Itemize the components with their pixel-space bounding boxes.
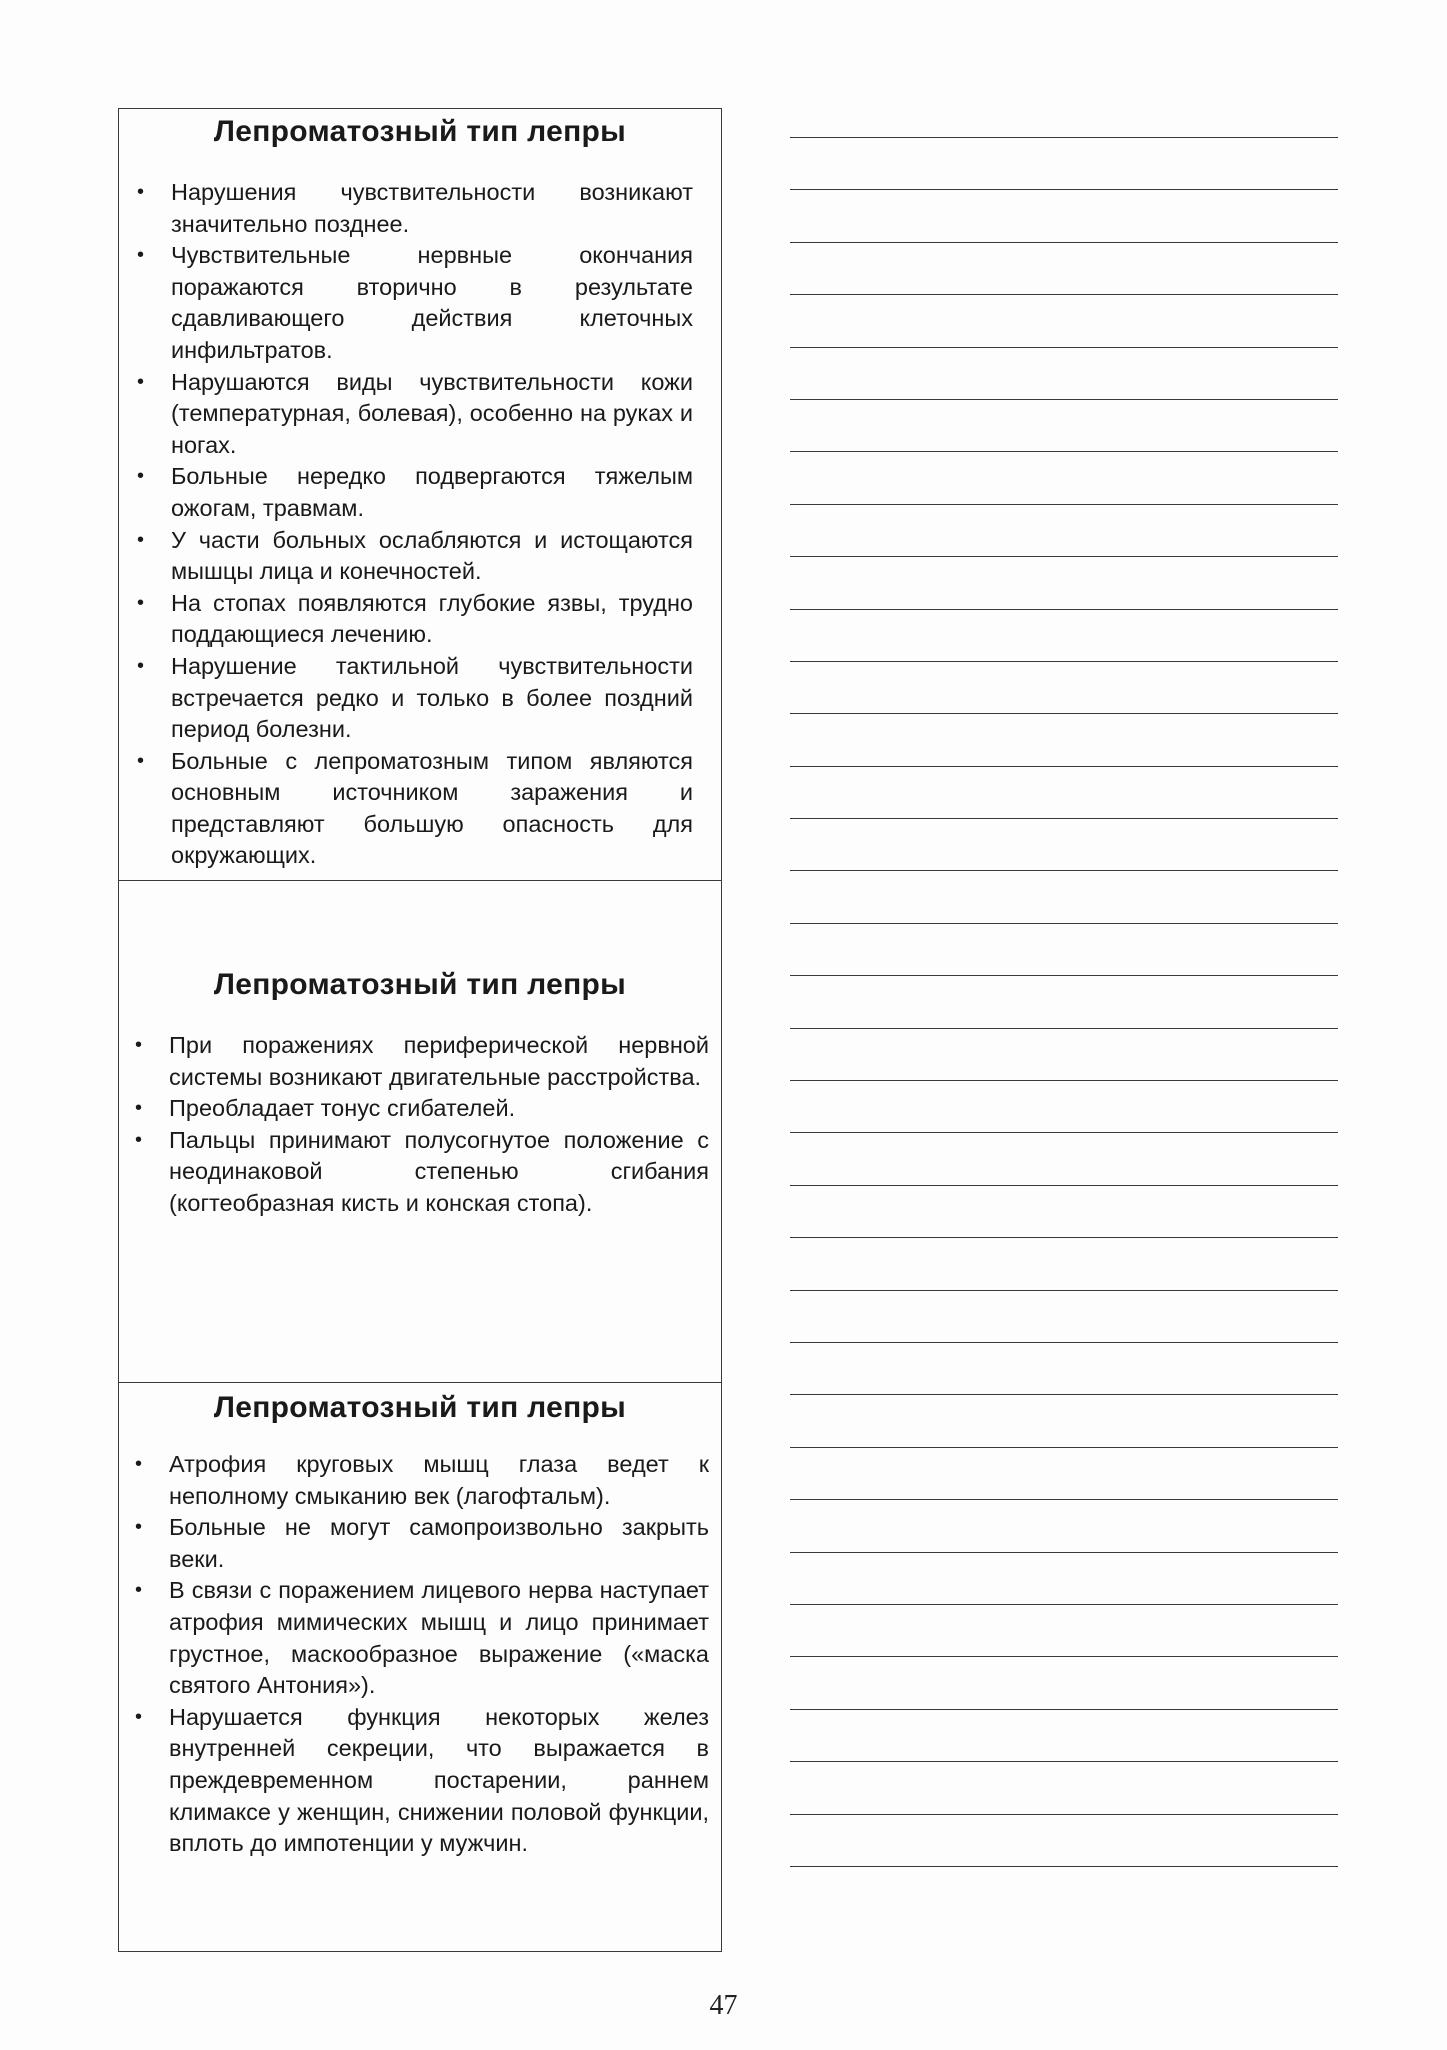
bullet-icon: • [135, 1034, 143, 1056]
note-line [790, 1185, 1338, 1186]
note-line [790, 399, 1338, 400]
list-item: • При поражениях периферической нервной системы возникают двигательные расстройства. [135, 1032, 709, 1090]
list-item: • Атрофия круговых мышц глаза ведет к неполному смыканию век (лагофтальм). [135, 1451, 709, 1509]
list-item: • Нарушается функция некоторых желез внутренней секреции, что выражается в преждевременном постарении, раннем климаксе у женщин, снижении половой функции, вплоть до импотенции у мужчин. [135, 1703, 709, 1857]
bullet-list [119, 1449, 721, 1860]
list-item: • Чувствительные нервные окончания поражаются вторично в результате сдавливающего действия клеточных инфильтратов. [137, 242, 693, 363]
list-item: • Нарушение тактильной чувствительности встречается редко и только в более поздний период болезни. [137, 652, 693, 743]
section-box-3 [118, 1382, 722, 1952]
note-line [790, 1028, 1338, 1029]
bullet-icon: • [137, 465, 145, 488]
bullet-icon: • [137, 370, 145, 393]
note-line [790, 1814, 1338, 1815]
bullet-list [119, 1030, 721, 1220]
list-item: • Преобладает тонус сгибателей. [169, 1093, 709, 1125]
note-line [790, 609, 1338, 610]
list-item: • В связи с поражением лицевого нерва наступает атрофия мимических мышц и лицо принимает грустное, маскообразное выражение («маска святого Антония»). [135, 1577, 709, 1699]
note-line [790, 713, 1338, 714]
list-item: • На стопах появляются глубокие язвы, трудно поддающиеся лечению. [137, 589, 693, 648]
note-line [790, 189, 1338, 190]
note-line [790, 1761, 1338, 1762]
note-line [790, 661, 1338, 662]
note-line [790, 1447, 1338, 1448]
note-line [790, 1709, 1338, 1710]
list-item: • Больные нередко подвергаются тяжелым ожогам, травмам. [137, 463, 693, 521]
note-line [790, 242, 1338, 243]
page-number: 47 [709, 1990, 738, 2021]
section-title: Лепроматозный тип лепры [213, 968, 627, 1001]
section-box-2 [118, 880, 722, 1383]
section-title: Лепроматозный тип лепры [213, 1391, 627, 1424]
note-line [790, 1656, 1338, 1657]
note-lines [790, 137, 1338, 1918]
bullet-icon: • [137, 591, 145, 614]
note-line [790, 1604, 1338, 1605]
note-line [790, 347, 1338, 348]
list-item: • Больные с лепроматозным типом являются основным источником заражения и представляют большую опасность для окружающих. [137, 747, 693, 869]
bullet-icon: • [137, 244, 145, 267]
list-item: • Нарушаются виды чувствительности кожи (температурная, болевая), особенно на руках и ногах. [137, 368, 693, 458]
bullet-icon: • [135, 1128, 143, 1151]
note-line [790, 451, 1338, 452]
note-line [790, 294, 1338, 295]
bullet-icon: • [135, 1579, 143, 1602]
bullet-icon: • [135, 1453, 143, 1475]
section-box-1 [118, 108, 722, 881]
note-line [790, 1132, 1338, 1133]
list-item: • Пальцы принимают полусогнутое положение с неодинаковой степенью сгибания (когтеобразная кисть и конская стопа). [135, 1126, 709, 1216]
note-line [790, 1080, 1338, 1081]
note-line [790, 923, 1338, 924]
note-line [790, 504, 1338, 505]
note-line [790, 1237, 1338, 1238]
list-item: • Больные не могут самопроизвольно закрыть веки. [135, 1514, 709, 1572]
bullet-icon: • [137, 654, 145, 677]
note-line [790, 1866, 1338, 1867]
note-line [790, 975, 1338, 976]
section-title: Лепроматозный тип лепры [213, 115, 627, 148]
bullet-icon: • [135, 1516, 143, 1539]
list-item: • Нарушения чувствительности возникают значительно позднее. [137, 179, 693, 237]
bullet-icon: • [137, 181, 145, 203]
note-line [790, 766, 1338, 767]
note-line [790, 1290, 1338, 1291]
bullet-icon: • [135, 1097, 143, 1120]
note-line [790, 1552, 1338, 1553]
list-item: • У части больных ослабляются и истощаются мышцы лица и конечностей. [137, 526, 693, 585]
note-line [790, 1394, 1338, 1395]
bullet-icon: • [135, 1705, 143, 1728]
note-line [790, 1342, 1338, 1343]
note-line [790, 556, 1338, 557]
note-line [790, 818, 1338, 819]
note-line [790, 870, 1338, 871]
bullet-list [119, 177, 721, 872]
bullet-icon: • [137, 528, 145, 551]
bullet-icon: • [137, 749, 145, 772]
note-line [790, 1499, 1338, 1500]
note-line [790, 137, 1338, 138]
